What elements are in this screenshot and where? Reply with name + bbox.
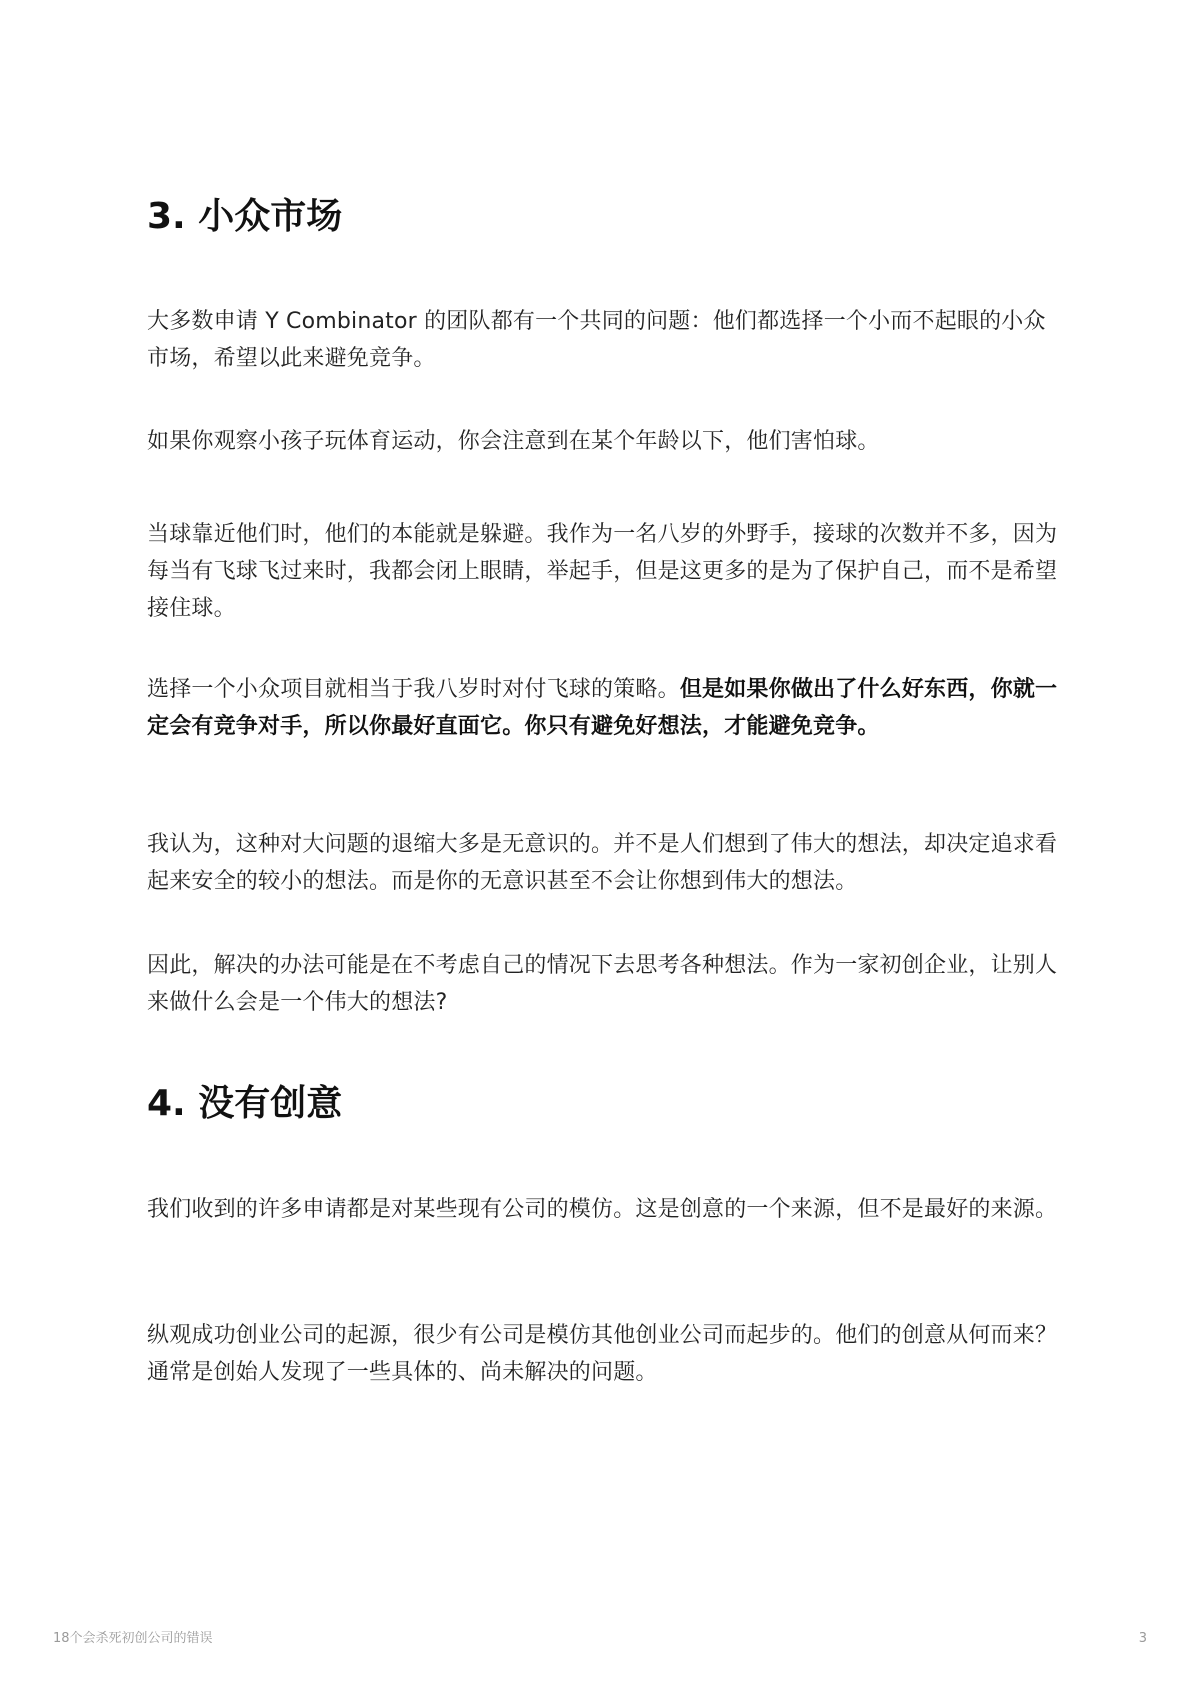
paragraph: 因此，解决的办法可能是在不考虑自己的情况下去思考各种想法。作为一家初创企业，让别人来做什么会是一个伟大的想法?: [147, 953, 1058, 1015]
paragraph: 如果你观察小孩子玩体育运动，你会注意到在某个年龄以下，他们害怕球。: [147, 429, 880, 454]
section-heading-4: 4. 没有创意: [147, 1083, 343, 1124]
section-heading-3: 3. 小众市场: [147, 196, 343, 237]
emphasis-text: 但是如果你做出了什么好东西，你就一定会有竞争对手，所以你最好直面它。你只有避免好想法，才能避免竞争。: [147, 677, 1058, 739]
paragraph: 当球靠近他们时，他们的本能就是躲避。我作为一名八岁的外野手，接球的次数并不多，因为每当有飞球飞过来时，我都会闭上眼睛，举起手，但是这更多的是为了保护自己，而不是希望接住球。: [147, 522, 1058, 621]
footer-page-number: 3: [1138, 1631, 1147, 1646]
paragraph: 大多数申请 Y Combinator 的团队都有一个共同的问题：他们都选择一个小而不起眼的小众市场，希望以此来避免竞争。: [147, 309, 1046, 371]
footer-document-title: 18个会杀死初创公司的错误: [53, 1631, 213, 1646]
paragraph: 我们收到的许多申请都是对某些现有公司的模仿。这是创意的一个来源，但不是最好的来源。: [147, 1197, 1058, 1222]
paragraph: 纵观成功创业公司的起源，很少有公司是模仿其他创业公司而起步的。他们的创意从何而来？通常是创始人发现了一些具体的、尚未解决的问题。: [147, 1323, 1058, 1385]
paragraph-text: 选择一个小众项目就相当于我八岁时对付飞球的策略。: [147, 677, 680, 702]
paragraph: 我认为，这种对大问题的退缩大多是无意识的。并不是人们想到了伟大的想法，却决定追求看起来安全的较小的想法。而是你的无意识甚至不会让你想到伟大的想法。: [147, 832, 1058, 894]
paragraph-with-emphasis: [147, 671, 1059, 745]
